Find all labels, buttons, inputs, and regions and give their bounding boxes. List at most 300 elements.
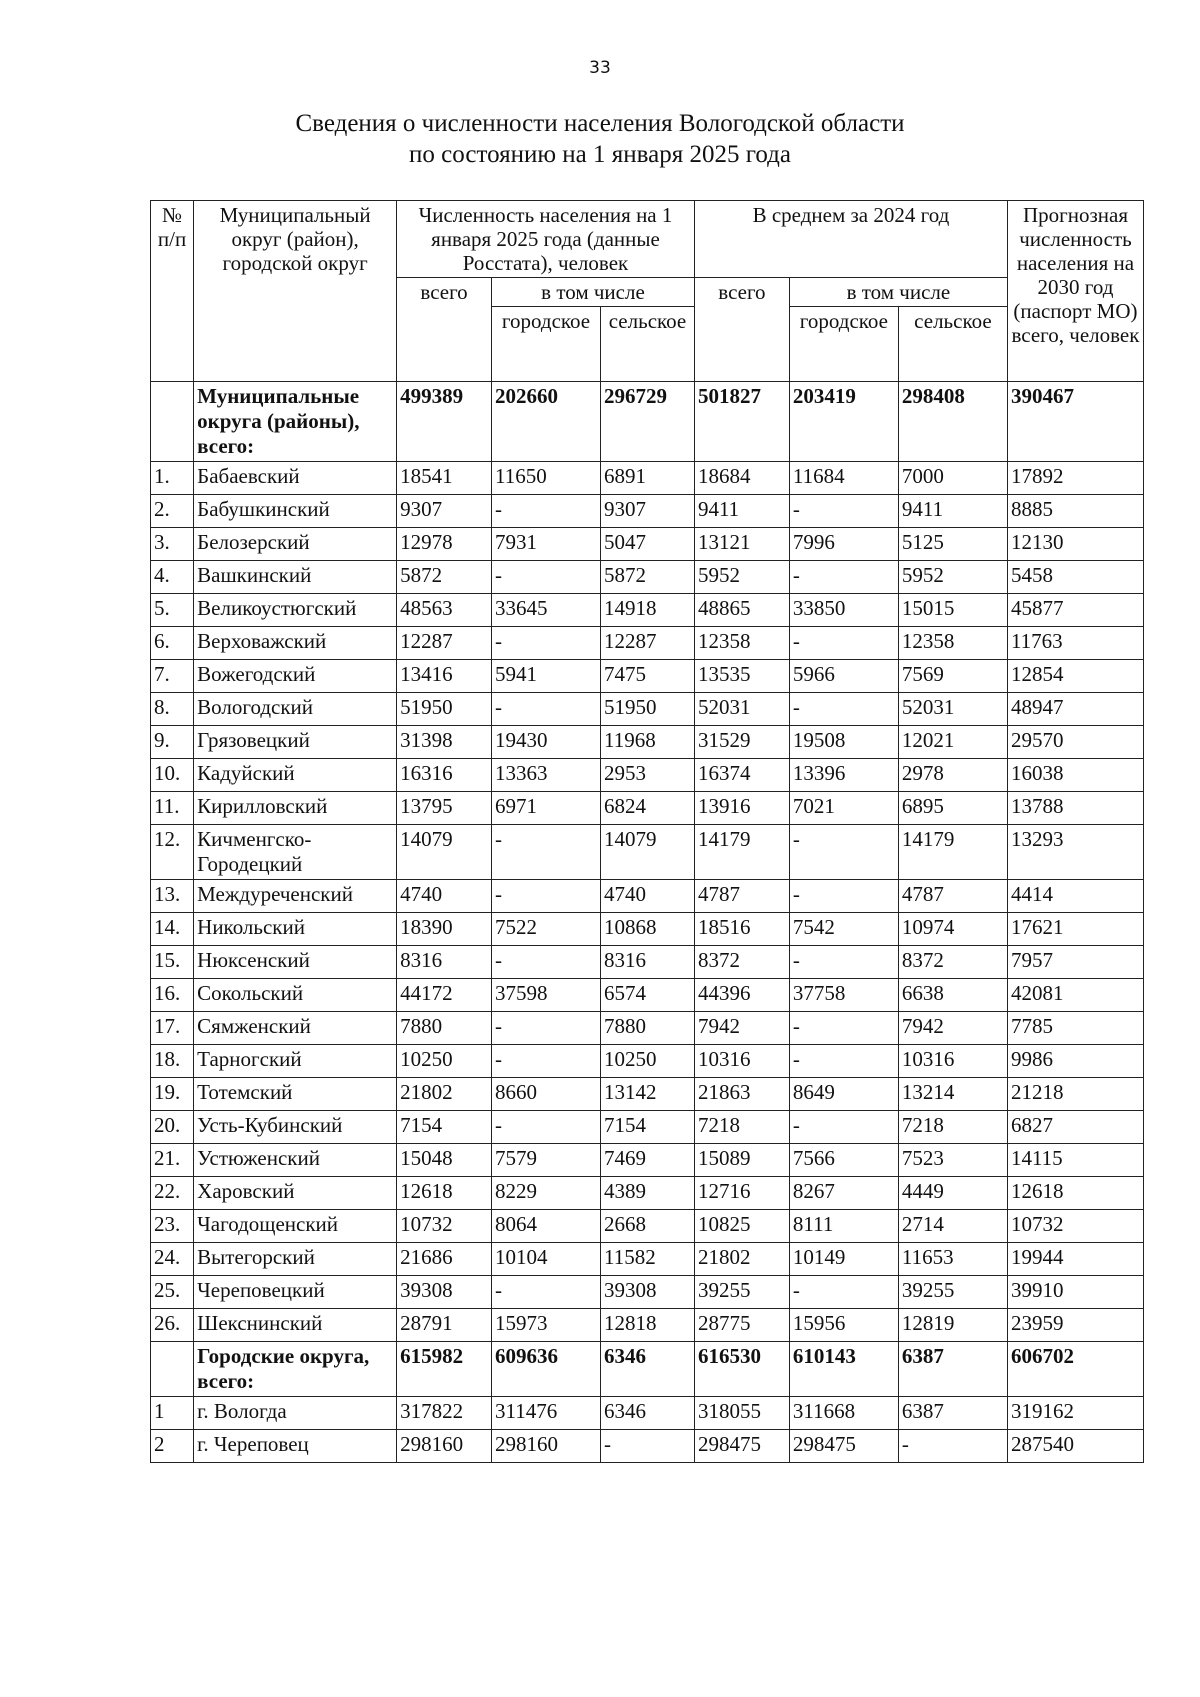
value-cell: -: [492, 825, 601, 880]
value-cell: 616530: [694, 1342, 789, 1397]
value-cell: 7021: [789, 792, 898, 825]
header-average-rural: сельское: [898, 307, 1007, 382]
district-name: Вожегодский: [194, 660, 397, 693]
value-cell: -: [492, 1045, 601, 1078]
value-cell: 7469: [601, 1144, 695, 1177]
value-cell: -: [492, 561, 601, 594]
value-cell: 12021: [898, 726, 1007, 759]
title-line-1: Сведения о численности населения Вологодской области: [295, 110, 905, 137]
value-cell: 14179: [694, 825, 789, 880]
value-cell: 298408: [898, 382, 1007, 462]
value-cell: 15048: [397, 1144, 492, 1177]
value-cell: 8316: [601, 946, 695, 979]
value-cell: 5125: [898, 528, 1007, 561]
district-name: Городские округа, всего:: [194, 1342, 397, 1397]
value-cell: 6824: [601, 792, 695, 825]
value-cell: 499389: [397, 382, 492, 462]
row-number: 20.: [151, 1111, 194, 1144]
value-cell: 2978: [898, 759, 1007, 792]
value-cell: 610143: [789, 1342, 898, 1397]
value-cell: 11684: [789, 462, 898, 495]
value-cell: 609636: [492, 1342, 601, 1397]
district-name: г. Вологда: [194, 1397, 397, 1430]
value-cell: 12818: [601, 1309, 695, 1342]
table-row: [151, 1144, 1144, 1177]
municipal-total-row: [151, 382, 1144, 462]
value-cell: 6895: [898, 792, 1007, 825]
value-cell: 7957: [1007, 946, 1143, 979]
value-cell: 7542: [789, 913, 898, 946]
value-cell: 14115: [1007, 1144, 1143, 1177]
value-cell: 11763: [1007, 627, 1143, 660]
value-cell: 7931: [492, 528, 601, 561]
value-cell: 15089: [694, 1144, 789, 1177]
row-number: 8.: [151, 693, 194, 726]
district-name: Муниципальные округа (районы), всего:: [194, 382, 397, 462]
value-cell: 4449: [898, 1177, 1007, 1210]
district-name: Вашкинский: [194, 561, 397, 594]
value-cell: 5966: [789, 660, 898, 693]
value-cell: 13293: [1007, 825, 1143, 880]
value-cell: 33645: [492, 594, 601, 627]
value-cell: -: [492, 946, 601, 979]
value-cell: 28775: [694, 1309, 789, 1342]
value-cell: 21218: [1007, 1078, 1143, 1111]
value-cell: 17621: [1007, 913, 1143, 946]
value-cell: -: [492, 495, 601, 528]
page-title: [0, 108, 1200, 170]
value-cell: 2714: [898, 1210, 1007, 1243]
value-cell: -: [492, 693, 601, 726]
header-census-urban: городское: [492, 307, 601, 382]
value-cell: 13795: [397, 792, 492, 825]
value-cell: 4740: [601, 880, 695, 913]
value-cell: 10250: [601, 1045, 695, 1078]
value-cell: 296729: [601, 382, 695, 462]
value-cell: 45877: [1007, 594, 1143, 627]
value-cell: 4740: [397, 880, 492, 913]
value-cell: 6346: [601, 1397, 695, 1430]
value-cell: 5872: [601, 561, 695, 594]
value-cell: 7154: [397, 1111, 492, 1144]
table-row: [151, 1397, 1144, 1430]
value-cell: 19944: [1007, 1243, 1143, 1276]
table-row: [151, 880, 1144, 913]
value-cell: -: [789, 495, 898, 528]
table-row: [151, 792, 1144, 825]
value-cell: 11653: [898, 1243, 1007, 1276]
table-row: [151, 627, 1144, 660]
value-cell: 13363: [492, 759, 601, 792]
district-name: Грязовецкий: [194, 726, 397, 759]
value-cell: 18390: [397, 913, 492, 946]
value-cell: 7218: [694, 1111, 789, 1144]
table-row: [151, 946, 1144, 979]
value-cell: 8885: [1007, 495, 1143, 528]
value-cell: 6387: [898, 1342, 1007, 1397]
value-cell: 9307: [601, 495, 695, 528]
row-number: 12.: [151, 825, 194, 880]
table-row: [151, 660, 1144, 693]
value-cell: 7579: [492, 1144, 601, 1177]
value-cell: 10316: [694, 1045, 789, 1078]
district-name: Тотемский: [194, 1078, 397, 1111]
value-cell: 7996: [789, 528, 898, 561]
value-cell: 4389: [601, 1177, 695, 1210]
value-cell: 44396: [694, 979, 789, 1012]
value-cell: 10974: [898, 913, 1007, 946]
page-number: 33: [589, 58, 611, 78]
value-cell: 4787: [898, 880, 1007, 913]
row-number: 1: [151, 1397, 194, 1430]
value-cell: -: [492, 1276, 601, 1309]
district-name: Кирилловский: [194, 792, 397, 825]
value-cell: -: [789, 1045, 898, 1078]
value-cell: 8229: [492, 1177, 601, 1210]
table-row: [151, 1012, 1144, 1045]
value-cell: 14918: [601, 594, 695, 627]
value-cell: 52031: [898, 693, 1007, 726]
table-row: [151, 1210, 1144, 1243]
value-cell: 8267: [789, 1177, 898, 1210]
value-cell: 13788: [1007, 792, 1143, 825]
header-census-including: в том числе: [492, 278, 695, 307]
value-cell: 7218: [898, 1111, 1007, 1144]
value-cell: 12716: [694, 1177, 789, 1210]
urban-total-row: [151, 1342, 1144, 1397]
value-cell: -: [789, 1012, 898, 1045]
value-cell: 7475: [601, 660, 695, 693]
value-cell: 6827: [1007, 1111, 1143, 1144]
district-name: Кадуйский: [194, 759, 397, 792]
value-cell: 7880: [601, 1012, 695, 1045]
value-cell: 7880: [397, 1012, 492, 1045]
value-cell: 6891: [601, 462, 695, 495]
value-cell: 21863: [694, 1078, 789, 1111]
value-cell: 23959: [1007, 1309, 1143, 1342]
district-name: Сямженский: [194, 1012, 397, 1045]
row-number: 11.: [151, 792, 194, 825]
value-cell: 5952: [694, 561, 789, 594]
table-row: [151, 1243, 1144, 1276]
value-cell: -: [789, 1111, 898, 1144]
table-row: [151, 825, 1144, 880]
table-row: [151, 561, 1144, 594]
value-cell: 15973: [492, 1309, 601, 1342]
value-cell: 29570: [1007, 726, 1143, 759]
value-cell: 5047: [601, 528, 695, 561]
value-cell: 31529: [694, 726, 789, 759]
value-cell: 10732: [1007, 1210, 1143, 1243]
value-cell: 606702: [1007, 1342, 1143, 1397]
header-census: Численность населения на 1 января 2025 года (данные Росстата), человек: [397, 201, 695, 278]
value-cell: 18541: [397, 462, 492, 495]
value-cell: 51950: [397, 693, 492, 726]
value-cell: 12287: [601, 627, 695, 660]
header-average-total: всего: [694, 278, 789, 382]
value-cell: 44172: [397, 979, 492, 1012]
value-cell: 10825: [694, 1210, 789, 1243]
value-cell: 6971: [492, 792, 601, 825]
value-cell: 14079: [397, 825, 492, 880]
value-cell: 12287: [397, 627, 492, 660]
district-name: Устюженский: [194, 1144, 397, 1177]
value-cell: 7942: [898, 1012, 1007, 1045]
value-cell: 8064: [492, 1210, 601, 1243]
value-cell: 28791: [397, 1309, 492, 1342]
value-cell: 11650: [492, 462, 601, 495]
value-cell: -: [492, 1012, 601, 1045]
row-number: 26.: [151, 1309, 194, 1342]
value-cell: 7154: [601, 1111, 695, 1144]
value-cell: 13214: [898, 1078, 1007, 1111]
value-cell: 7523: [898, 1144, 1007, 1177]
header-census-rural: сельское: [601, 307, 695, 382]
value-cell: 9986: [1007, 1045, 1143, 1078]
value-cell: 12358: [898, 627, 1007, 660]
value-cell: 13916: [694, 792, 789, 825]
district-name: Белозерский: [194, 528, 397, 561]
table-row: [151, 462, 1144, 495]
district-name: Междуреченский: [194, 880, 397, 913]
value-cell: 12618: [1007, 1177, 1143, 1210]
row-number: 10.: [151, 759, 194, 792]
value-cell: 501827: [694, 382, 789, 462]
district-name: Харовский: [194, 1177, 397, 1210]
row-number: 19.: [151, 1078, 194, 1111]
value-cell: 317822: [397, 1397, 492, 1430]
value-cell: 298475: [694, 1430, 789, 1463]
value-cell: 10104: [492, 1243, 601, 1276]
value-cell: 16038: [1007, 759, 1143, 792]
value-cell: 5941: [492, 660, 601, 693]
value-cell: 39255: [898, 1276, 1007, 1309]
value-cell: 39308: [397, 1276, 492, 1309]
value-cell: 6574: [601, 979, 695, 1012]
value-cell: 298475: [789, 1430, 898, 1463]
value-cell: -: [492, 880, 601, 913]
value-cell: 7569: [898, 660, 1007, 693]
table-row: [151, 1078, 1144, 1111]
table-row: [151, 1177, 1144, 1210]
title-line-2: по состоянию на 1 января 2025 года: [409, 141, 791, 168]
row-number: 3.: [151, 528, 194, 561]
header-forecast: Прогнозная численность населения на 2030 год (паспорт МО) всего, человек: [1007, 201, 1143, 382]
value-cell: 31398: [397, 726, 492, 759]
value-cell: 39308: [601, 1276, 695, 1309]
value-cell: 16316: [397, 759, 492, 792]
header-district: Муниципальный округ (район), городской округ: [194, 201, 397, 382]
row-number-empty: [151, 1342, 194, 1397]
value-cell: 4787: [694, 880, 789, 913]
value-cell: 13396: [789, 759, 898, 792]
district-name: Чагодощенский: [194, 1210, 397, 1243]
value-cell: 18684: [694, 462, 789, 495]
value-cell: 311668: [789, 1397, 898, 1430]
table-row: [151, 1276, 1144, 1309]
value-cell: 19430: [492, 726, 601, 759]
value-cell: 8660: [492, 1078, 601, 1111]
value-cell: 39910: [1007, 1276, 1143, 1309]
value-cell: -: [789, 627, 898, 660]
value-cell: 7522: [492, 913, 601, 946]
value-cell: 19508: [789, 726, 898, 759]
value-cell: 21686: [397, 1243, 492, 1276]
value-cell: 14179: [898, 825, 1007, 880]
row-number: 14.: [151, 913, 194, 946]
value-cell: 7785: [1007, 1012, 1143, 1045]
value-cell: 318055: [694, 1397, 789, 1430]
table-row: [151, 594, 1144, 627]
value-cell: -: [789, 561, 898, 594]
value-cell: 390467: [1007, 382, 1143, 462]
value-cell: 287540: [1007, 1430, 1143, 1463]
value-cell: 615982: [397, 1342, 492, 1397]
row-number: 6.: [151, 627, 194, 660]
district-name: Вологодский: [194, 693, 397, 726]
value-cell: 18516: [694, 913, 789, 946]
header-number: № п/п: [151, 201, 194, 382]
row-number: 21.: [151, 1144, 194, 1177]
value-cell: 48563: [397, 594, 492, 627]
value-cell: 5458: [1007, 561, 1143, 594]
value-cell: 12358: [694, 627, 789, 660]
value-cell: 51950: [601, 693, 695, 726]
value-cell: 42081: [1007, 979, 1143, 1012]
value-cell: -: [789, 693, 898, 726]
value-cell: 9411: [898, 495, 1007, 528]
district-name: Череповецкий: [194, 1276, 397, 1309]
value-cell: -: [789, 1276, 898, 1309]
value-cell: 12854: [1007, 660, 1143, 693]
value-cell: 319162: [1007, 1397, 1143, 1430]
value-cell: 8372: [694, 946, 789, 979]
value-cell: 52031: [694, 693, 789, 726]
table-row: [151, 759, 1144, 792]
district-name: Усть-Кубинский: [194, 1111, 397, 1144]
value-cell: 13142: [601, 1078, 695, 1111]
value-cell: 39255: [694, 1276, 789, 1309]
value-cell: -: [898, 1430, 1007, 1463]
value-cell: 2668: [601, 1210, 695, 1243]
district-name: Великоустюгский: [194, 594, 397, 627]
row-number: 7.: [151, 660, 194, 693]
table-row: [151, 528, 1144, 561]
row-number: 25.: [151, 1276, 194, 1309]
header-average-including: в том числе: [789, 278, 1007, 307]
row-number: 2: [151, 1430, 194, 1463]
value-cell: 33850: [789, 594, 898, 627]
value-cell: 12618: [397, 1177, 492, 1210]
row-number: 4.: [151, 561, 194, 594]
district-name: г. Череповец: [194, 1430, 397, 1463]
value-cell: 15015: [898, 594, 1007, 627]
value-cell: 17892: [1007, 462, 1143, 495]
value-cell: -: [789, 880, 898, 913]
value-cell: 48865: [694, 594, 789, 627]
table-row: [151, 495, 1144, 528]
value-cell: 2953: [601, 759, 695, 792]
value-cell: 11968: [601, 726, 695, 759]
header-average-urban: городское: [789, 307, 898, 382]
value-cell: 14079: [601, 825, 695, 880]
value-cell: 10149: [789, 1243, 898, 1276]
district-name: Бабушкинский: [194, 495, 397, 528]
district-name: Кичменгско-Городецкий: [194, 825, 397, 880]
district-name: Шекснинский: [194, 1309, 397, 1342]
table-row: [151, 1111, 1144, 1144]
table-row: [151, 1430, 1144, 1463]
value-cell: 10868: [601, 913, 695, 946]
value-cell: 9307: [397, 495, 492, 528]
row-number: 15.: [151, 946, 194, 979]
value-cell: 6346: [601, 1342, 695, 1397]
row-number: 23.: [151, 1210, 194, 1243]
value-cell: 6387: [898, 1397, 1007, 1430]
value-cell: 10732: [397, 1210, 492, 1243]
value-cell: 13416: [397, 660, 492, 693]
district-name: Вытегорский: [194, 1243, 397, 1276]
row-number-empty: [151, 382, 194, 462]
table-row: [151, 693, 1144, 726]
district-name: Верховажский: [194, 627, 397, 660]
value-cell: 12978: [397, 528, 492, 561]
value-cell: 21802: [397, 1078, 492, 1111]
value-cell: -: [601, 1430, 695, 1463]
value-cell: 7942: [694, 1012, 789, 1045]
row-number: 5.: [151, 594, 194, 627]
value-cell: 12130: [1007, 528, 1143, 561]
district-name: Сокольский: [194, 979, 397, 1012]
district-name: Нюксенский: [194, 946, 397, 979]
row-number: 16.: [151, 979, 194, 1012]
header-average: В среднем за 2024 год: [694, 201, 1007, 278]
row-number: 2.: [151, 495, 194, 528]
value-cell: -: [789, 946, 898, 979]
value-cell: 6638: [898, 979, 1007, 1012]
population-table: [150, 200, 1144, 1463]
value-cell: -: [492, 627, 601, 660]
district-name: Тарногский: [194, 1045, 397, 1078]
value-cell: 5872: [397, 561, 492, 594]
value-cell: 48947: [1007, 693, 1143, 726]
row-number: 9.: [151, 726, 194, 759]
value-cell: 8316: [397, 946, 492, 979]
value-cell: 298160: [492, 1430, 601, 1463]
value-cell: -: [789, 825, 898, 880]
value-cell: 13535: [694, 660, 789, 693]
row-number: 18.: [151, 1045, 194, 1078]
value-cell: 7566: [789, 1144, 898, 1177]
value-cell: -: [492, 1111, 601, 1144]
value-cell: 8372: [898, 946, 1007, 979]
value-cell: 9411: [694, 495, 789, 528]
row-number: 17.: [151, 1012, 194, 1045]
row-number: 13.: [151, 880, 194, 913]
value-cell: 11582: [601, 1243, 695, 1276]
value-cell: 4414: [1007, 880, 1143, 913]
table-row: [151, 913, 1144, 946]
value-cell: 15956: [789, 1309, 898, 1342]
value-cell: 202660: [492, 382, 601, 462]
value-cell: 8649: [789, 1078, 898, 1111]
header-census-total: всего: [397, 278, 492, 382]
district-name: Никольский: [194, 913, 397, 946]
value-cell: 203419: [789, 382, 898, 462]
value-cell: 16374: [694, 759, 789, 792]
value-cell: 311476: [492, 1397, 601, 1430]
value-cell: 21802: [694, 1243, 789, 1276]
